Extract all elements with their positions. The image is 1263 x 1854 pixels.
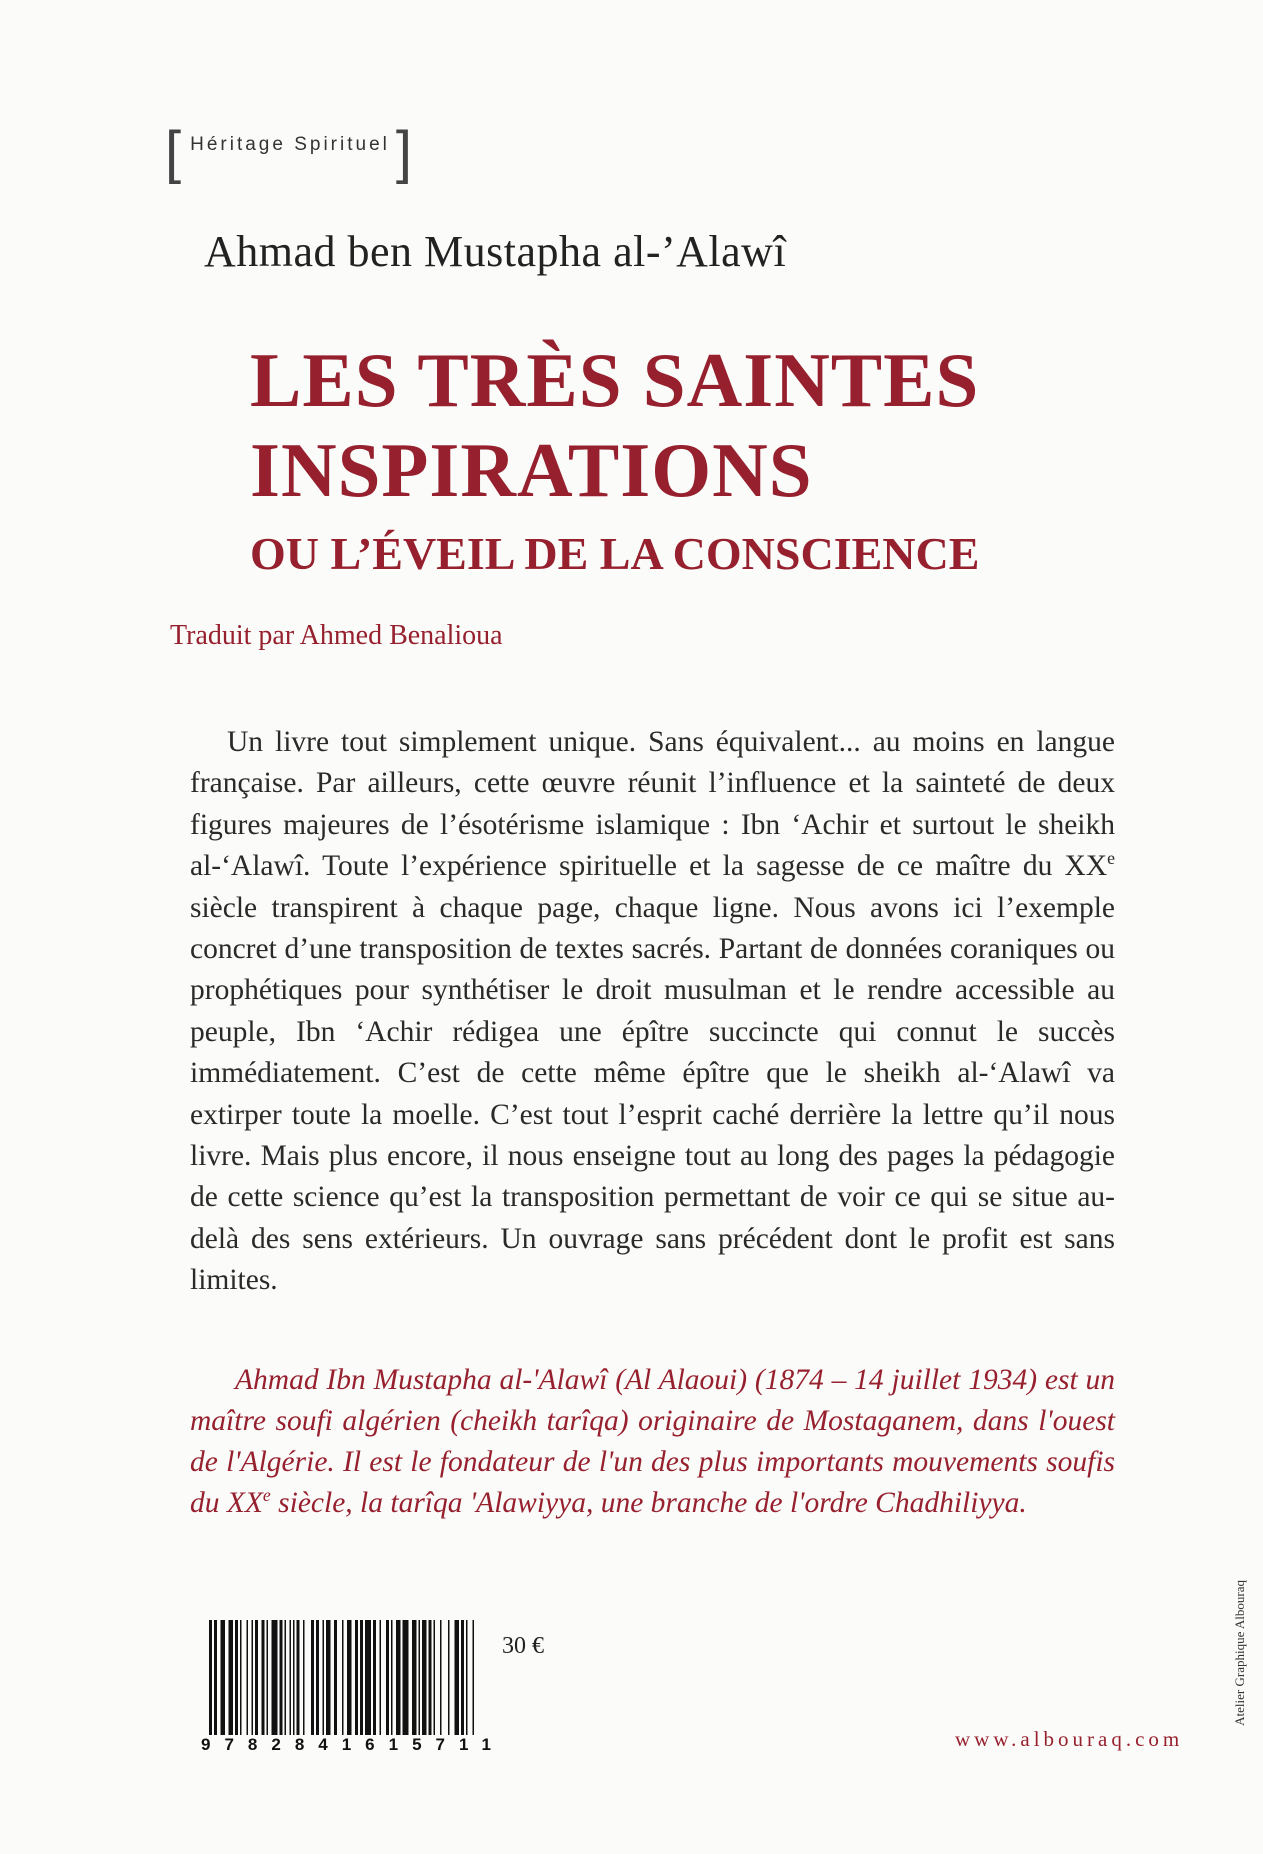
collection-name: Héritage Spirituel bbox=[190, 134, 390, 155]
barcode-bar bbox=[391, 1620, 393, 1738]
barcode-bar bbox=[326, 1620, 331, 1738]
barcode-bar bbox=[290, 1620, 292, 1738]
barcode-bar bbox=[380, 1620, 382, 1738]
barcode-bar bbox=[419, 1620, 421, 1738]
barcode-bar bbox=[285, 1620, 287, 1738]
barcode-bar bbox=[347, 1620, 352, 1738]
barcode-bar bbox=[272, 1620, 278, 1738]
title-line-2: INSPIRATIONS bbox=[250, 427, 813, 513]
bio-part-1: Ahmad Ibn Mustapha al-'Alawî (Al Alaoui) (1874 – 14 juillet 1934) est un maître soufi algérien (cheikh tarîqa) originaire de Mostaganem, dans l'ouest de l'Algérie. Il est le fondateur de l'un des plus importants mouvements soufis du XX bbox=[190, 1364, 1115, 1519]
barcode-bar bbox=[473, 1620, 475, 1738]
barcode-bar bbox=[360, 1620, 363, 1738]
title-line-1: LES TRÈS SAINTES bbox=[250, 337, 980, 423]
barcode-bar bbox=[403, 1620, 409, 1738]
barcode-bar bbox=[434, 1620, 436, 1738]
collection-label bbox=[165, 120, 415, 185]
barcode-bar bbox=[235, 1620, 238, 1738]
barcode-bar bbox=[323, 1620, 325, 1738]
book-subtitle: OU L’ÉVEIL DE LA CONSCIENCE bbox=[250, 528, 980, 579]
barcode-bar bbox=[422, 1620, 427, 1738]
barcode-bar bbox=[297, 1620, 300, 1738]
description-part-1: Un livre tout simplement unique. Sans équivalent... au moins en langue française. Par ailleurs, cette œuvre réunit l’influence et la sainteté de deux figures majeures de l’ésotérisme islamique : Ibn ‘Achir et surtout le sheikh al-‘Alawî. Toute l’expérience spirituelle et la sagesse de ce maître du XX bbox=[190, 726, 1115, 883]
left-bracket: [ bbox=[165, 120, 185, 185]
barcode-bar bbox=[252, 1620, 254, 1738]
barcode-bar bbox=[396, 1620, 401, 1738]
design-credit: Atelier Graphique Albouraq bbox=[1232, 1580, 1247, 1726]
barcode-bar bbox=[440, 1620, 442, 1738]
barcode-bar bbox=[255, 1620, 258, 1738]
author-biography bbox=[190, 1360, 1115, 1524]
barcode-bar bbox=[373, 1620, 376, 1738]
barcode-bar bbox=[311, 1620, 314, 1738]
price: 30 € bbox=[502, 1633, 544, 1659]
barcode-bar bbox=[262, 1620, 265, 1738]
barcode-bar bbox=[303, 1620, 305, 1738]
barcode-bar bbox=[229, 1620, 234, 1738]
barcode-bar bbox=[461, 1620, 464, 1738]
barcode-bar bbox=[214, 1620, 217, 1738]
barcode-bar bbox=[293, 1620, 295, 1738]
isbn-barcode bbox=[199, 1620, 505, 1755]
book-title bbox=[250, 335, 979, 515]
description-part-2: siècle transpirent à chaque page, chaque ligne. Nous avons ici l’exemple concret d’une transposition de textes sacrés. Partant de données coraniques ou prophétiques pour synthétiser le droit musulman et le rendre accessible au peuple, Ibn ‘Achir rédigea une épître succincte qui connut le succès immédiatement. C’est de cette même épître que le sheikh al-‘Alawî va extirper toute la moelle. C’est tout l’esprit caché derrière la lettre qu’il nous livre. Mais plus encore, il nous enseigne tout au long des pages la pédagogie de cette science qu’est la transposition permettant de voir ce qui se situe au-delà des sens extérieurs. Un ouvrage sans précédent dont le profit est sans limites. bbox=[190, 891, 1115, 1297]
barcode-bar bbox=[429, 1620, 432, 1738]
author-name: Ahmad ben Mustapha al-’Alawî bbox=[204, 227, 787, 276]
publisher-website[interactable]: www.albouraq.com bbox=[955, 1727, 1184, 1751]
barcode-bar bbox=[316, 1620, 319, 1738]
barcode-bar bbox=[365, 1620, 371, 1738]
bio-part-2: siècle, la tarîqa 'Alawiyya, une branche de l'ordre Chadhiliyya. bbox=[270, 1487, 1027, 1519]
barcode-bar bbox=[355, 1620, 358, 1738]
barcode-bar bbox=[455, 1620, 460, 1738]
barcode-bar bbox=[448, 1620, 450, 1738]
book-description bbox=[190, 722, 1115, 1302]
description-superscript: e bbox=[1107, 848, 1115, 869]
barcode-bar bbox=[247, 1620, 249, 1738]
translator-credit: Traduit par Ahmed Benalioua bbox=[170, 620, 503, 651]
barcode-bar bbox=[466, 1620, 468, 1738]
barcode-digits: 9782841615711 bbox=[201, 1735, 505, 1754]
barcode-bar bbox=[221, 1620, 226, 1738]
barcode-bar bbox=[240, 1620, 242, 1738]
barcode-bar bbox=[209, 1620, 212, 1738]
barcode-bars bbox=[199, 1620, 487, 1738]
barcode-bar bbox=[386, 1620, 389, 1738]
barcode-bar bbox=[412, 1620, 417, 1738]
barcode-bar bbox=[267, 1620, 269, 1738]
right-bracket: ] bbox=[395, 120, 415, 185]
barcode-bar bbox=[342, 1620, 344, 1738]
bio-superscript: e bbox=[262, 1485, 271, 1506]
barcode-bar bbox=[280, 1620, 283, 1738]
barcode-bar bbox=[334, 1620, 337, 1738]
